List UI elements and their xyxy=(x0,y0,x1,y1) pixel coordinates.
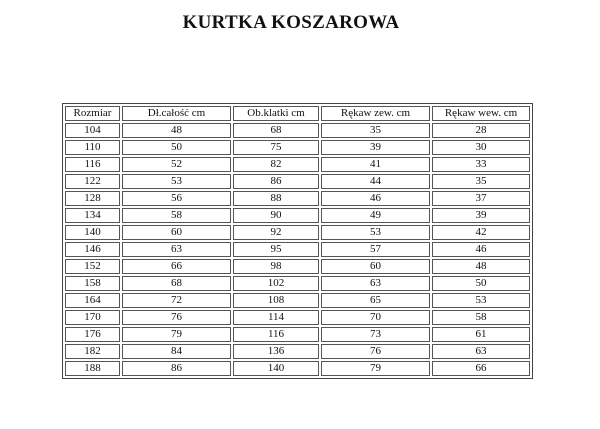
cell-chest: 82 xyxy=(233,157,319,172)
cell-sleeve-outer: 44 xyxy=(321,174,430,189)
cell-total-length: 79 xyxy=(122,327,231,342)
cell-size: 140 xyxy=(65,225,120,240)
table-row xyxy=(65,123,530,138)
column-header-chest: Ob.klatki cm xyxy=(233,106,319,121)
cell-total-length: 60 xyxy=(122,225,231,240)
page-title: KURTKA KOSZAROWA xyxy=(182,12,400,33)
cell-chest: 68 xyxy=(233,123,319,138)
cell-sleeve-outer: 39 xyxy=(321,140,430,155)
cell-sleeve-outer: 76 xyxy=(321,344,430,359)
table-row xyxy=(65,157,530,172)
column-header-total-length: Dł.całość cm xyxy=(122,106,231,121)
table-row xyxy=(65,225,530,240)
cell-sleeve-inner: 42 xyxy=(432,225,530,240)
cell-chest: 90 xyxy=(233,208,319,223)
cell-sleeve-inner: 33 xyxy=(432,157,530,172)
cell-size: 122 xyxy=(65,174,120,189)
cell-sleeve-inner: 48 xyxy=(432,259,530,274)
cell-size: 152 xyxy=(65,259,120,274)
cell-size: 128 xyxy=(65,191,120,206)
cell-total-length: 56 xyxy=(122,191,231,206)
table-row xyxy=(65,174,530,189)
cell-total-length: 76 xyxy=(122,310,231,325)
table-body xyxy=(65,123,530,376)
cell-size: 146 xyxy=(65,242,120,257)
cell-sleeve-outer: 35 xyxy=(321,123,430,138)
column-header-size: Rozmiar xyxy=(65,106,120,121)
cell-sleeve-outer: 46 xyxy=(321,191,430,206)
cell-sleeve-outer: 57 xyxy=(321,242,430,257)
cell-size: 158 xyxy=(65,276,120,291)
cell-size: 116 xyxy=(65,157,120,172)
cell-chest: 98 xyxy=(233,259,319,274)
table-row xyxy=(65,310,530,325)
cell-chest: 88 xyxy=(233,191,319,206)
cell-chest: 86 xyxy=(233,174,319,189)
cell-total-length: 68 xyxy=(122,276,231,291)
cell-chest: 102 xyxy=(233,276,319,291)
cell-chest: 108 xyxy=(233,293,319,308)
cell-size: 110 xyxy=(65,140,120,155)
cell-size: 170 xyxy=(65,310,120,325)
cell-sleeve-inner: 63 xyxy=(432,344,530,359)
cell-total-length: 50 xyxy=(122,140,231,155)
cell-size: 164 xyxy=(65,293,120,308)
cell-chest: 116 xyxy=(233,327,319,342)
table-row xyxy=(65,276,530,291)
cell-sleeve-outer: 65 xyxy=(321,293,430,308)
cell-sleeve-inner: 61 xyxy=(432,327,530,342)
cell-size: 188 xyxy=(65,361,120,376)
cell-total-length: 72 xyxy=(122,293,231,308)
column-header-sleeve-inner: Rękaw wew. cm xyxy=(432,106,530,121)
cell-sleeve-inner: 28 xyxy=(432,123,530,138)
cell-total-length: 58 xyxy=(122,208,231,223)
cell-total-length: 52 xyxy=(122,157,231,172)
table-row xyxy=(65,344,530,359)
cell-sleeve-outer: 60 xyxy=(321,259,430,274)
cell-chest: 140 xyxy=(233,361,319,376)
cell-total-length: 53 xyxy=(122,174,231,189)
cell-total-length: 84 xyxy=(122,344,231,359)
cell-sleeve-outer: 53 xyxy=(321,225,430,240)
table-row xyxy=(65,191,530,206)
cell-sleeve-inner: 53 xyxy=(432,293,530,308)
column-header-sleeve-outer: Rękaw zew. cm xyxy=(321,106,430,121)
cell-total-length: 66 xyxy=(122,259,231,274)
cell-total-length: 63 xyxy=(122,242,231,257)
cell-sleeve-inner: 39 xyxy=(432,208,530,223)
cell-sleeve-outer: 41 xyxy=(321,157,430,172)
table-row xyxy=(65,293,530,308)
table-row xyxy=(65,208,530,223)
cell-size: 176 xyxy=(65,327,120,342)
cell-chest: 95 xyxy=(233,242,319,257)
table-row xyxy=(65,327,530,342)
cell-sleeve-inner: 66 xyxy=(432,361,530,376)
cell-sleeve-outer: 70 xyxy=(321,310,430,325)
cell-sleeve-outer: 49 xyxy=(321,208,430,223)
cell-sleeve-inner: 50 xyxy=(432,276,530,291)
table-row xyxy=(65,242,530,257)
size-table xyxy=(62,103,533,379)
cell-size: 182 xyxy=(65,344,120,359)
table-row xyxy=(65,259,530,274)
cell-chest: 136 xyxy=(233,344,319,359)
cell-total-length: 48 xyxy=(122,123,231,138)
cell-sleeve-outer: 79 xyxy=(321,361,430,376)
cell-chest: 92 xyxy=(233,225,319,240)
cell-sleeve-inner: 35 xyxy=(432,174,530,189)
cell-chest: 114 xyxy=(233,310,319,325)
cell-size: 104 xyxy=(65,123,120,138)
table-header-row xyxy=(65,106,530,121)
cell-sleeve-inner: 46 xyxy=(432,242,530,257)
cell-sleeve-inner: 37 xyxy=(432,191,530,206)
cell-total-length: 86 xyxy=(122,361,231,376)
cell-sleeve-inner: 58 xyxy=(432,310,530,325)
cell-sleeve-inner: 30 xyxy=(432,140,530,155)
table-row xyxy=(65,140,530,155)
cell-chest: 75 xyxy=(233,140,319,155)
cell-sleeve-outer: 63 xyxy=(321,276,430,291)
cell-sleeve-outer: 73 xyxy=(321,327,430,342)
table-row xyxy=(65,361,530,376)
cell-size: 134 xyxy=(65,208,120,223)
